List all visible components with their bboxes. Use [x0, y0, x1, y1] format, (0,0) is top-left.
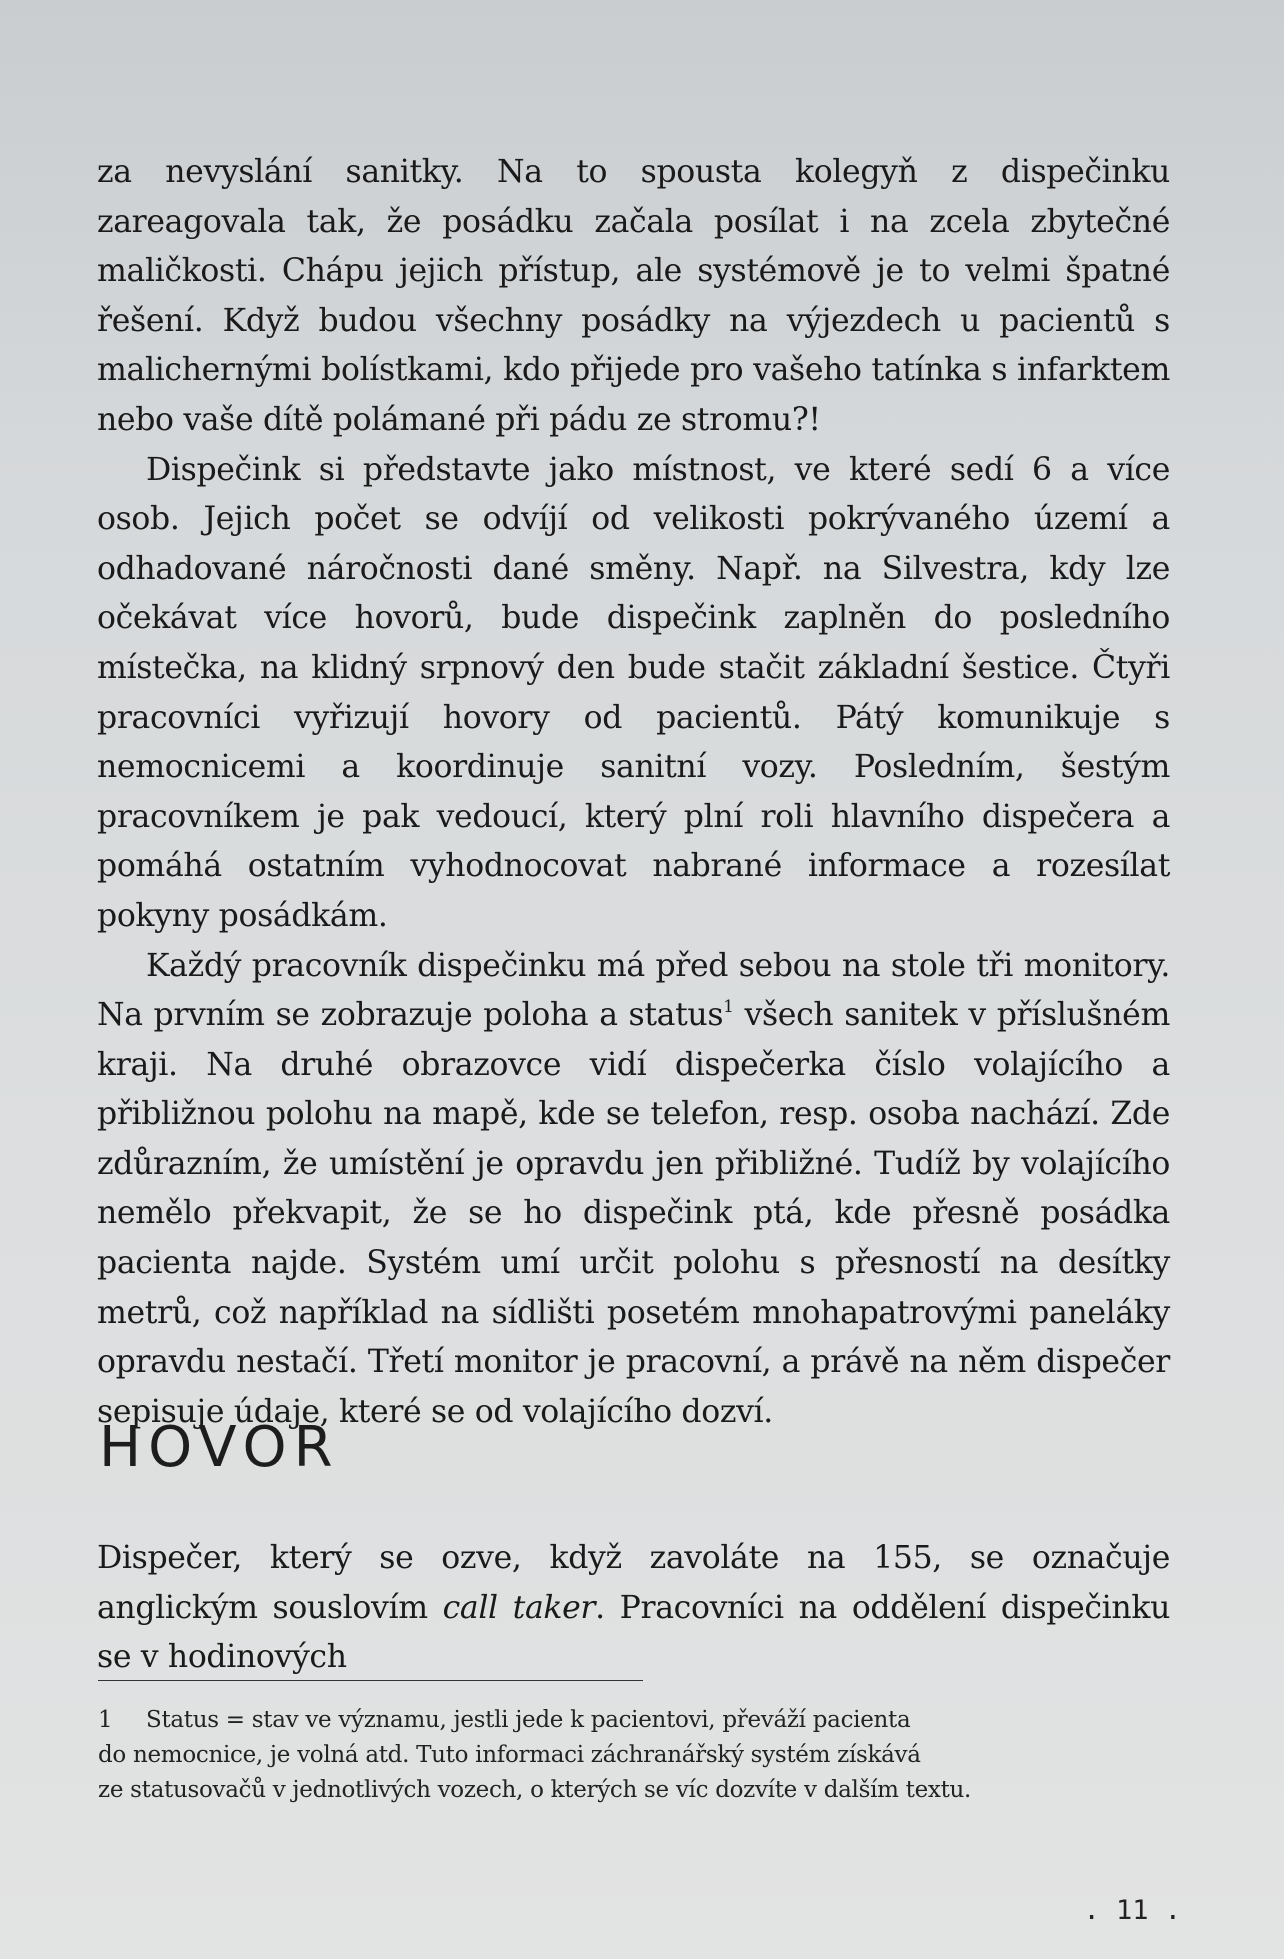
page-number: . 11 . — [1083, 1895, 1181, 1926]
paragraph-3-start: Každý pracovník dispečinku má před sebou na stole tři monitory. Na prvním se zobrazuje poloha a status — [97, 947, 1170, 1034]
section-paragraph — [97, 1534, 1170, 1683]
footnote — [98, 1703, 1098, 1808]
footnote-reference: 1 — [723, 997, 734, 1018]
paragraph-3 — [97, 942, 1170, 1438]
footnote-text-1: Status = stav ve významu, jestli jede k pacientovi, převáží pacienta — [146, 1707, 911, 1733]
footnote-line-2: do nemocnice, je volná atd. Tuto informaci záchranářský systém získává — [98, 1742, 921, 1768]
footnote-divider — [98, 1680, 643, 1681]
paragraph-1: za nevyslání sanitky. Na to spousta kolegyň z dispečinku zareagovala tak, že posádku začala posílat i na zcela zbytečné maličkosti. Chápu jejich přístup, ale systémově je to velmi špatné řešení. Když budou všechny posádky na výjezdech u pacientů s malichernými bolístkami, kdo přijede pro vašeho tatínka s infarktem nebo vaše dítě polámané při pádu ze stromu?! — [97, 154, 1170, 438]
paragraph-3-end: všech sanitek v příslušném kraji. Na druhé obrazovce vidí dispečerka číslo volajícího a přibližnou polohu na mapě, kde se telefon, resp. osoba nachází. Zde zdůrazním, že umístění je opravdu jen přibližné. Tudíž by volajícího nemělo překvapit, že se ho dispečink ptá, kde přesně posádka pacienta najde. Systém umí určit polohu s přesností na desítky metrů, což například na sídlišti posetém mnohapatrovými paneláky opravdu nestačí. Třetí monitor je pracovní, a právě na něm dispečer sepisuje údaje, které se od volajícího dozví. — [97, 997, 1170, 1430]
call-taker-term: call taker — [442, 1589, 596, 1626]
footnote-number: 1 — [98, 1707, 113, 1733]
main-text — [97, 148, 1170, 1437]
section-paragraph-start: Dispečer, který se ozve, když zavoláte na 155, se označuje anglickým souslovím — [97, 1540, 1170, 1626]
section-paragraph-end: . Pracovníci na oddělení dispečinku se v hodinových — [97, 1589, 1171, 1676]
footnote-line-3: ze statusovačů v jednotlivých vozech, o kterých se víc dozvíte v dalším textu. — [98, 1777, 972, 1803]
paragraph-2: Dispečink si představte jako místnost, ve které sedí 6 a více osob. Jejich počet se odvíjí od velikosti pokrývaného území a odhadované náročnosti dané směny. Např. na Silvestra, kdy lze očekávat více hovorů, bude dispečink zaplněn do posledního místečka, na klidný srpnový den bude stačit základní šestice. Čtyři pracovníci vyřizují hovory od pacientů. Pátý komunikuje s nemocnicemi a koordinuje sanitní vozy. Posledním, šestým pracovníkem je pak vedoucí, který plní roli hlavního dispečera a pomáhá ostatním vyhodnocovat nabrané informace a rozesílat pokyny posádkám. — [97, 451, 1170, 934]
footnote-line-1 — [98, 1703, 1098, 1738]
section-heading: HOVOR — [99, 1415, 340, 1480]
